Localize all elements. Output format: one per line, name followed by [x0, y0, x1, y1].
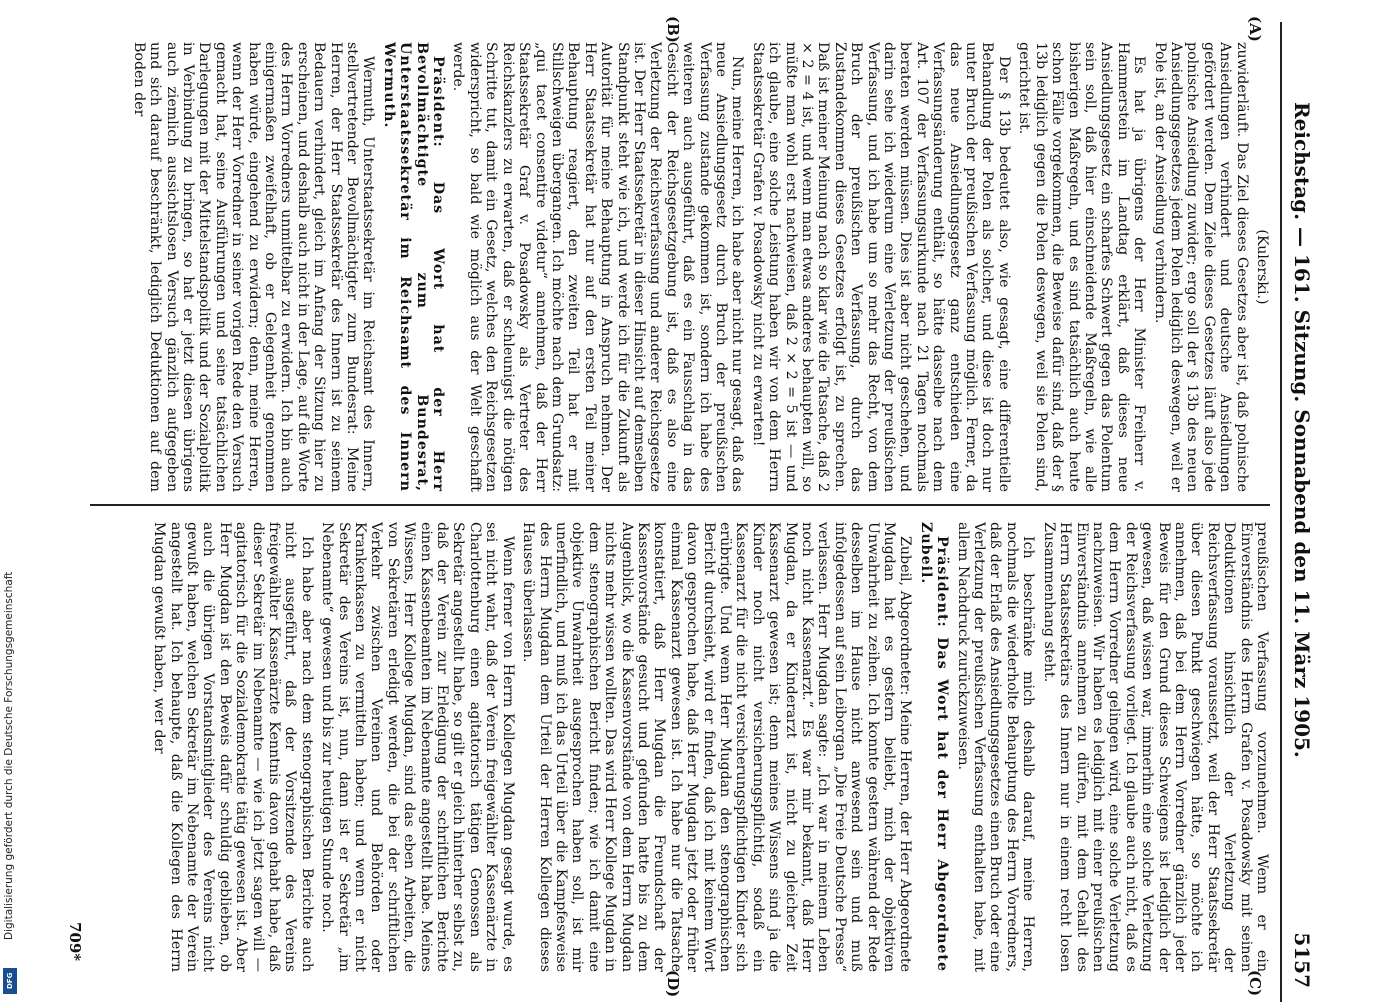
- column-divider: [90, 504, 1270, 506]
- document-page: [62, 16, 1322, 1002]
- left-column: [90, 42, 1270, 492]
- sheet-signature: 709*: [66, 922, 84, 962]
- paragraph: zuwiderläuft. Das Ziel dieses Gesetzes aber ist, daß polnische Ansiedlungen verhindert und deutsche Ansiedlungen gefördert werden. Dem Ziele dieses Gesetzes läuft also jede polnische Ansiedlung zuwider; ergo soll der § 13b des neuen Ansiedlungsgesetzes jedem Polen lediglich deswegen, weil er Pole ist, an der Ansiedlung verhindern.: [1151, 42, 1250, 492]
- paragraph: Ich beschränke mich deshalb darauf, meine Herren, nochmals die wiederholte Behauptung des Herrn Vorredners, daß der Erlaß des Ansiedlungsgesetzes einen Bruch oder eine Verletzung der preußischen Verfassung enthalten habe, mit allem Nachdruck zurückzuweisen.: [954, 522, 1037, 972]
- margin-marker-c: (C): [1246, 970, 1264, 997]
- president-statement: Präsident: Das Wort hat der Herr Abgeordnete Zubeil.: [917, 522, 951, 972]
- president-statement: Präsident: Das Wort hat der Herr Bevollmächtigte zum Bundesrat, Unterstaatssekretär im Reichsamt des Innern Wermuth.: [380, 42, 447, 492]
- paragraph: Wermuth, Unterstaatssekretär im Reichsamt des Innern, stellvertretender Bevollmächtigter zum Bundesrat: Meine Herren, der Herr Staatssekretär des Innern ist zu seinem Bedauern verhindert, gleich im Anfang der Sitzung hier zu erscheinen, und deshalb auch nicht in der Lage, auf die Worte des Herrn Vorredners unmittelbar zu erwidern. Ich bin auch einigermaßen zweifelhaft, ob er Gelegenheit genommen haben würde, eingehend zu erwidern; denn, meine Herren, wenn der Herr Vorredner in seiner vorigen Rede den Versuch gemacht hat, seine Ausführungen und seine tatsächlichen Darlegungen mit der Mittelstandspolitik und der Sozialpolitik in Verbindung zu bringen, so hat er jetzt diesen übrigens auch ziemlich aussichtslosen Versuch gänzlich aufgegeben und sich darauf beschränkt, lediglich Deduktionen auf dem Boden der: [130, 42, 377, 492]
- paragraph: Es hat ja übrigens der Herr Minister Freiherr v. Hammerstein im Landtag erklärt, daß dieses neue Ansiedlungsgesetz ein scharfes Schwert gegen das Polentum sein soll, daß hier einschneidende Maßregeln, wie alle bisherigen Maßregeln, und es sind tatsächlich auch heute schon Fälle vorgekommen, die Beweise dafür sind, daß der § 13b lediglich gegen die Polen deswegen, weil sie Polen sind, gerichtet ist.: [1016, 42, 1148, 492]
- digitization-strip: [0, 0, 22, 1000]
- paragraph: Ich habe aber nach dem stenographischen Berichte auch nicht ausgeführt, daß der Vorsitzende des Vereins freigewählter Kassenärzte Kenntnis davon gehabt habe, daß dieser Sekretär im Nebenamte — wie ich jetzt sagen will — agitatorisch für die Sozialdemokratie tätig gewesen ist. Aber Herr Mugdan ist den Beweis dafür schuldig geblieben, ob auch die übrigen Vorstandsmitglieder des Vereins nicht gewußt haben, welchen Sekretär im Nebenamte der Verein angestellt hat. Ich behaupte, daß die Kollegen des Herrn Mugdan gewußt haben, wer der: [151, 522, 315, 972]
- margin-marker-d: (D): [664, 970, 682, 998]
- page-header: [1280, 22, 1322, 1002]
- margin-marker-b: (B): [664, 16, 682, 43]
- digitization-credit: Digitalisierung gefördert durch die Deutsche Forschungsgemeinschaft: [3, 571, 15, 940]
- speaker-tag: (Kulerski.): [1254, 229, 1270, 305]
- page-number: 5157: [1290, 932, 1314, 988]
- paragraph: Der § 13b bedeutet also, wie gesagt, eine differentielle Behandlung der Polen als solcher, und diese ist doch nur unter Bruch der preußischen Verfassung möglich. Ferner, da das neue Ansiedlungsgesetz ganz entschieden eine Verfassungsänderung enthält, so hätte dasselbe nach dem Art. 107 der Verfassungsurkunde nach 21 Tagen nochmals beraten werden müssen. Dies ist aber nicht geschehen, und darin sehe ich wiederum eine Verletzung der preußischen Verfassung, und ich habe um so mehr das Recht, von dem Bruch der preußischen Verfassung, durch das Zustandekommen dieses Gesetzes erfolgt ist, zu sprechen. Daß ist meiner Meinung nach so klar wie die Tatsache, daß 2 × 2 = 4 ist, und wenn man etwas anderes behaupten will, so müßte man wohl erst nachweisen, daß 2 × 2 = 5 ist — und ich glaube, eine solche Leistung haben wir von dem Herrn Staatssekretär Grafen v. Posadowsky nicht zu erwarten!: [749, 42, 1012, 492]
- margin-marker-a: (A): [1246, 16, 1264, 42]
- paragraph: Zubeil, Abgeordneter: Meine Herren, der Herr Abgeordnete Mugdan hat es gestern beliebt, mich der objektiven Unwahrheit zu zeihen. Ich konnte gestern während der Rede desselben im Hause nicht anwesend sein und muß infolgedessen auf sein Leiborgan „Die Freie Deutsche Presse“ verlassen. Herr Mugdan sagte: „Ich war in meinem Leben noch nicht Kassenarzt.“ Es war mir bekannt, daß Herr Mugdan, da er Kinderarzt ist, nicht zu gleicher Zeit Kassenarzt gewesen ist; denn meines Wissens sind ja die Kinder noch nicht versicherungspflichtig, sodaß ein Kassenarzt für die nicht versicherungspflichtigen Kinder sich erübrigte. Und wenn Herr Mugdan den stenographischen Bericht durchsieht, wird er finden, daß ich mit keinem Wort davon gesprochen habe, daß Herr Mugdan jetzt oder früher einmal Kassenarzt gewesen ist. Ich habe nur die Tatsache konstatiert, daß Herr Mugdan die Freundschaft der Kassenvorstände gesucht und gefunden hatte bis zu dem Augenblick, wo die Kassenvorstände von dem Herrn Mugdan nichts mehr wissen wollten. Das wird Herr Kollege Mugdan in dem stenographischen Bericht finden; wie ich damit eine objektive Unwahrheit ausgesprochen haben soll, ist mir unerfindlich, und muß ich das Urteil über die Kampfesweise des Herrn Mugdan dem Urteil der Herren Kollegen dieses Hauses überlassen.: [520, 522, 914, 972]
- dfg-logo-icon: DFG: [3, 968, 17, 994]
- paragraph: preußischen Verfassung vorzunehmen. Wenn er ein Einverständnis des Herrn Grafen v. Posadowsky mit seinen Deduktionen hinsichtlich der Verletzung der Reichsverfassung voraussetzt, weil der Herr Staatssekretär über diesen Punkt geschwiegen hätte, so möchte ich annehmen, daß bei dem Herrn Vorredner gänzlich jeder Beweis für den Grund dieses Schweigens ist lediglich der gewesen, daß wissen war, immerhin eine solche Verletzung der Reichsverfassung vorliegt. Ich glaube auch nicht, daß es dem Herrn Vorredner gelingen wird, eine solche Verletzung nachzuweisen. Wir haben es lediglich mit einer preußischen Einverständnis annehmen zu dürfen, mit dem Gehalt des Herrn Staatssekretärs des Innern nur in einem recht losen Zusammenhang steht.: [1040, 522, 1270, 972]
- paragraph: Nun, meine Herren, ich habe aber nicht nur gesagt, daß das neue Ansiedlungsgesetz durch Bruch der preußischen Verfassung zustande gekommen ist, sondern ich habe des weiteren auch ausgeführt, daß es ein Fausschlag in das Gesicht der Reichsgesetzgebung ist, daß es also eine Verletzung der Reichsverfassung und anderer Reichsgesetze ist. Der Herr Staatssekretär in dieser Hinsicht auf demselben Standpunkt steht wie ich, und werde ich für die Zukunft als Autorität für meine Behauptung in Anspruch nehmen. Der Herr Staatssekretär hat nur auf den ersten Teil meiner Behauptung reagiert, den zweiten Teil hat er mit Stillschweigen übergangen. Ich möchte nach dem Grundsatz: „qui tacet consentire videtur“ annehmen, daß der Herr Staatssekretär Graf v. Posadowsky als Vertreter des Reichskanzlers zu erwarten, daß er schleunigst die nötigen Schritte tut, damit ein Gesetz, welches den Reichsgesetzen widerspricht, so bald wie möglich aus der Welt geschafft werde.: [450, 42, 746, 492]
- page-header-title: Reichstag. — 161. Sitzung. Sonnabend den 11. März 1905.: [1290, 102, 1314, 758]
- right-column: [90, 522, 1270, 972]
- paragraph: Wenn ferner von Herrn Kollegen Mugdan gesagt wurde, es sei nicht wahr, daß der Verein freigewählter Kassenärzte in Charlottenburg einen agitatorisch tätigen Genossen als Sekretär angestellt habe, so gilt er gleich hinterher selbst zu, daß der Verein zur Erledigung der schriftlichen Berichte einen Kassenbeamten im Nebenamte angestellt habe. Meines Wissens, Herr Kollege Mugdan, sind das eben Arbeiten, die von Sekretären erledigt werden, die bei der schriftlichen Verkehr zwischen Vereinen und Behörden oder Krankenkassen zu vermitteln haben; und wenn er nicht Sekretär des Vereins ist, nun, dann ist er Sekretär „im Nebenamte“ gewesen und bis zur heutigen Stunde noch.: [319, 522, 516, 972]
